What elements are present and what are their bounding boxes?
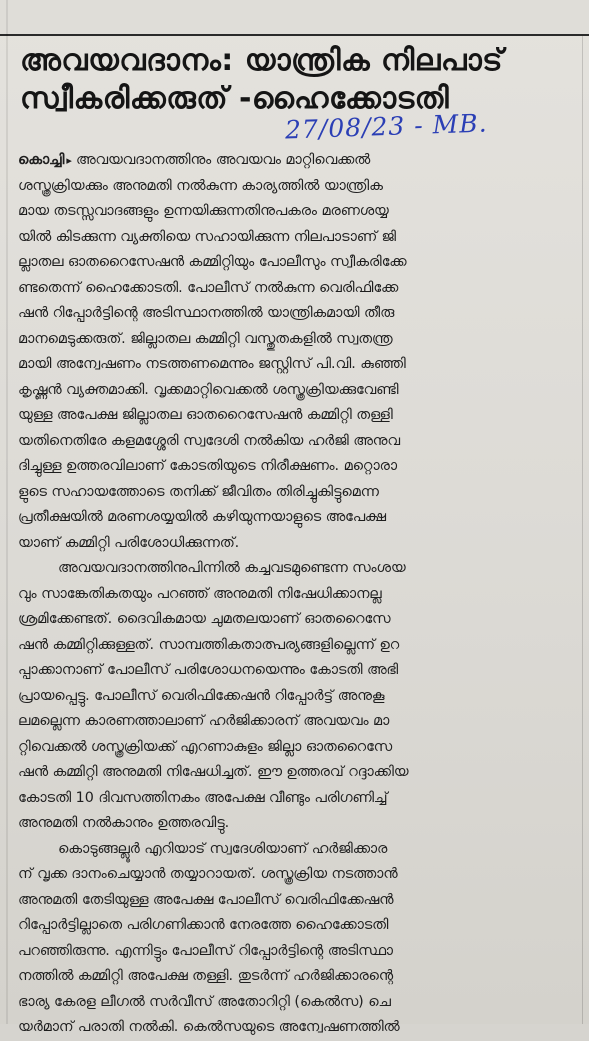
text-line: കോടതി 10 ദിവസത്തിനകം അപേക്ഷ വീണ്ടും പരിഗണിച്ച് bbox=[18, 789, 388, 806]
text-line: അനുമതി നൽകാനും ഉത്തരവിട്ടു. bbox=[18, 815, 230, 831]
text-line: പ്പാക്കാനാണ് പോലീസ് പരിശോധനയെന്നും കോടതി അഭി bbox=[18, 662, 399, 678]
text-line: കൊടുങ്ങല്ലൂർ എറിയാട് സ്വദേശിയാണ് ഹർജിക്കാര bbox=[58, 840, 388, 857]
paragraph-2 bbox=[18, 556, 578, 837]
headline-line-2: സ്വീകരിക്കരുത് -ഹൈക്കോടതി bbox=[20, 81, 450, 116]
text-line: മായ തടസ്സവാദങ്ങളും ഉന്നയിക്കുന്നതിനുപകരം മരണശയ്യ bbox=[18, 203, 389, 219]
text-line: കൃഷ്ണൻ വ്യക്തമാക്കി. വൃക്കമാറ്റിവെക്കൽ ശസ്ത്രക്രിയക്കുവേണ്ടി bbox=[18, 381, 399, 398]
text-line: ശസ്ത്രക്രിയക്കും അനുമതി നൽകുന്ന കാര്യത്തിൽ യാന്ത്രിക bbox=[18, 177, 383, 194]
headline-line-1: അവയവദാനം: യാന്ത്രിക നിലപാട് bbox=[20, 43, 504, 78]
text-line: ഷൻ കമ്മിറ്റിക്കുള്ളത്. സാമ്പത്തികതാത്പര്യങ്ങളില്ലെന്ന് ഉറ bbox=[18, 636, 400, 653]
text-line: ളുടെ സഹായത്തോടെ തനിക്ക് ജീവിതം തിരിച്ചുകിട്ടുമെന്ന bbox=[18, 483, 379, 500]
handwritten-date-note: 27/08/23 - MB. bbox=[284, 108, 488, 145]
text-line: വും സാങ്കേതികതയും പറഞ്ഞ് അനുമതി നിഷേധിക്കാനല്ല bbox=[18, 585, 382, 602]
text-line: യിൽ കിടക്കുന്ന വ്യക്തിയെ സഹായിക്കുന്ന നിലപാടാണ് ജി bbox=[18, 228, 397, 245]
text-line: അനുമതി തേടിയുള്ള അപേക്ഷ പോലീസ് വെരിഫിക്കേഷൻ bbox=[18, 891, 394, 908]
text-line bbox=[18, 148, 578, 174]
text-line: ലമല്ലെന്ന കാരണത്താലാണ് ഹർജിക്കാരന് അവയവം മാ bbox=[18, 713, 390, 729]
headline bbox=[20, 42, 576, 118]
text-line: റ്റിവെക്കൽ ശസ്ത്രക്രിയക്ക് എറണാകുളം ജില്ലാ ഓതറൈസേ bbox=[18, 738, 392, 755]
text-line: ല്ലാതല ഓതറൈസേഷൻ കമ്മിറ്റിയും പോലീസും സ്വീകരിക്കേ bbox=[18, 254, 407, 270]
text-line: യുള്ള അപേക്ഷ ജില്ലാതല ഓതറൈസേഷൻ കമ്മിറ്റി തള്ളി bbox=[18, 407, 393, 423]
text-line: റിപ്പോർട്ടില്ലാതെ പരിഗണിക്കാൻ നേരത്തേ ഹൈക്കോടതി bbox=[18, 917, 389, 933]
paper-edge bbox=[6, 0, 8, 1024]
paragraph-1 bbox=[18, 148, 578, 556]
text-line: പ്രതീക്ഷയിൽ മരണശയ്യയിൽ കഴിയുന്നയാളുടെ അപേക്ഷ bbox=[18, 509, 386, 525]
text-run: അവയവദാനത്തിനും അവയവം മാറ്റിവെക്കൽ bbox=[75, 152, 371, 168]
text-line: യതിനെതിരേ കളമശ്ശേരി സ്വദേശി നൽകിയ ഹർജി അനുവ bbox=[18, 432, 400, 449]
text-line: യർമാന് പരാതി നൽകി. കെൽസയുടെ അന്വേഷണത്തിൽ bbox=[18, 1019, 400, 1035]
text-line: പറഞ്ഞിരുന്നു. എന്നിട്ടും പോലീസ് റിപ്പോർട്ടിന്റെ അടിസ്ഥാ bbox=[18, 942, 393, 959]
text-line: അവയവദാനത്തിനുപിന്നിൽ കച്ചവടമുണ്ടെന്ന സംശയ bbox=[58, 560, 406, 576]
text-line: മാനമെടുക്കരുത്. ജില്ലാതല കമ്മിറ്റി വസ്തുതകളിൽ സ്വതന്ത്ര bbox=[18, 330, 393, 347]
top-border bbox=[0, 0, 589, 36]
text-line: ന് വൃക്ക ദാനംചെയ്യാൻ തയ്യാറായത്. ശസ്ത്രക്രിയ നടത്താൻ bbox=[18, 866, 398, 882]
text-line: മായി അന്വേഷണം നടത്തണമെന്നും ജസ്റ്റിസ് പി.വി. കുഞ്ഞി bbox=[18, 356, 406, 372]
text-line: ഭാര്യ കേരള ലീഗൽ സർവീസ് അതോറിറ്റി (കെൽസ) ചെ bbox=[18, 993, 391, 1010]
text-line: ഷൻ കമ്മിറ്റി അനുമതി നിഷേധിച്ചത്. ഈ ഉത്തരവ് റദ്ദാക്കിയ bbox=[18, 764, 409, 780]
column-rule bbox=[582, 36, 583, 1024]
text-line: ശ്രമിക്കേണ്ടത്. ദൈവികമായ ചുമതലയാണ് ഓതറൈസേ bbox=[18, 611, 391, 627]
text-line: നത്തിൽ കമ്മിറ്റി അപേക്ഷ തള്ളി. തുടർന്ന് ഹർജിക്കാരന്റെ bbox=[18, 968, 393, 984]
dateline-triangle-icon: ▸ bbox=[66, 154, 72, 167]
text-line: ദിച്ചുള്ള ഉത്തരവിലാണ് കോടതിയുടെ നിരീക്ഷണം. മറ്റൊരാ bbox=[18, 458, 398, 474]
article-body bbox=[18, 148, 578, 1041]
paragraph-3 bbox=[18, 837, 578, 1041]
dateline: കൊച്ചി bbox=[18, 152, 65, 168]
text-line: യാണ് കമ്മിറ്റി പരിശോധിക്കുന്നത്. bbox=[18, 534, 240, 551]
text-line: ണ്ടതെന്ന് ഹൈക്കോടതി. പോലീസ് നൽകുന്ന വെരിഫിക്കേ bbox=[18, 279, 399, 296]
text-line: പ്രായപ്പെട്ടു. പോലീസ് വെരിഫിക്കേഷൻ റിപ്പോർട്ട് അനുകൂ bbox=[18, 687, 385, 704]
text-line: ഷൻ റിപ്പോർട്ടിന്റെ അടിസ്ഥാനത്തിൽ യാന്ത്രികമായി തീരു bbox=[18, 305, 395, 321]
